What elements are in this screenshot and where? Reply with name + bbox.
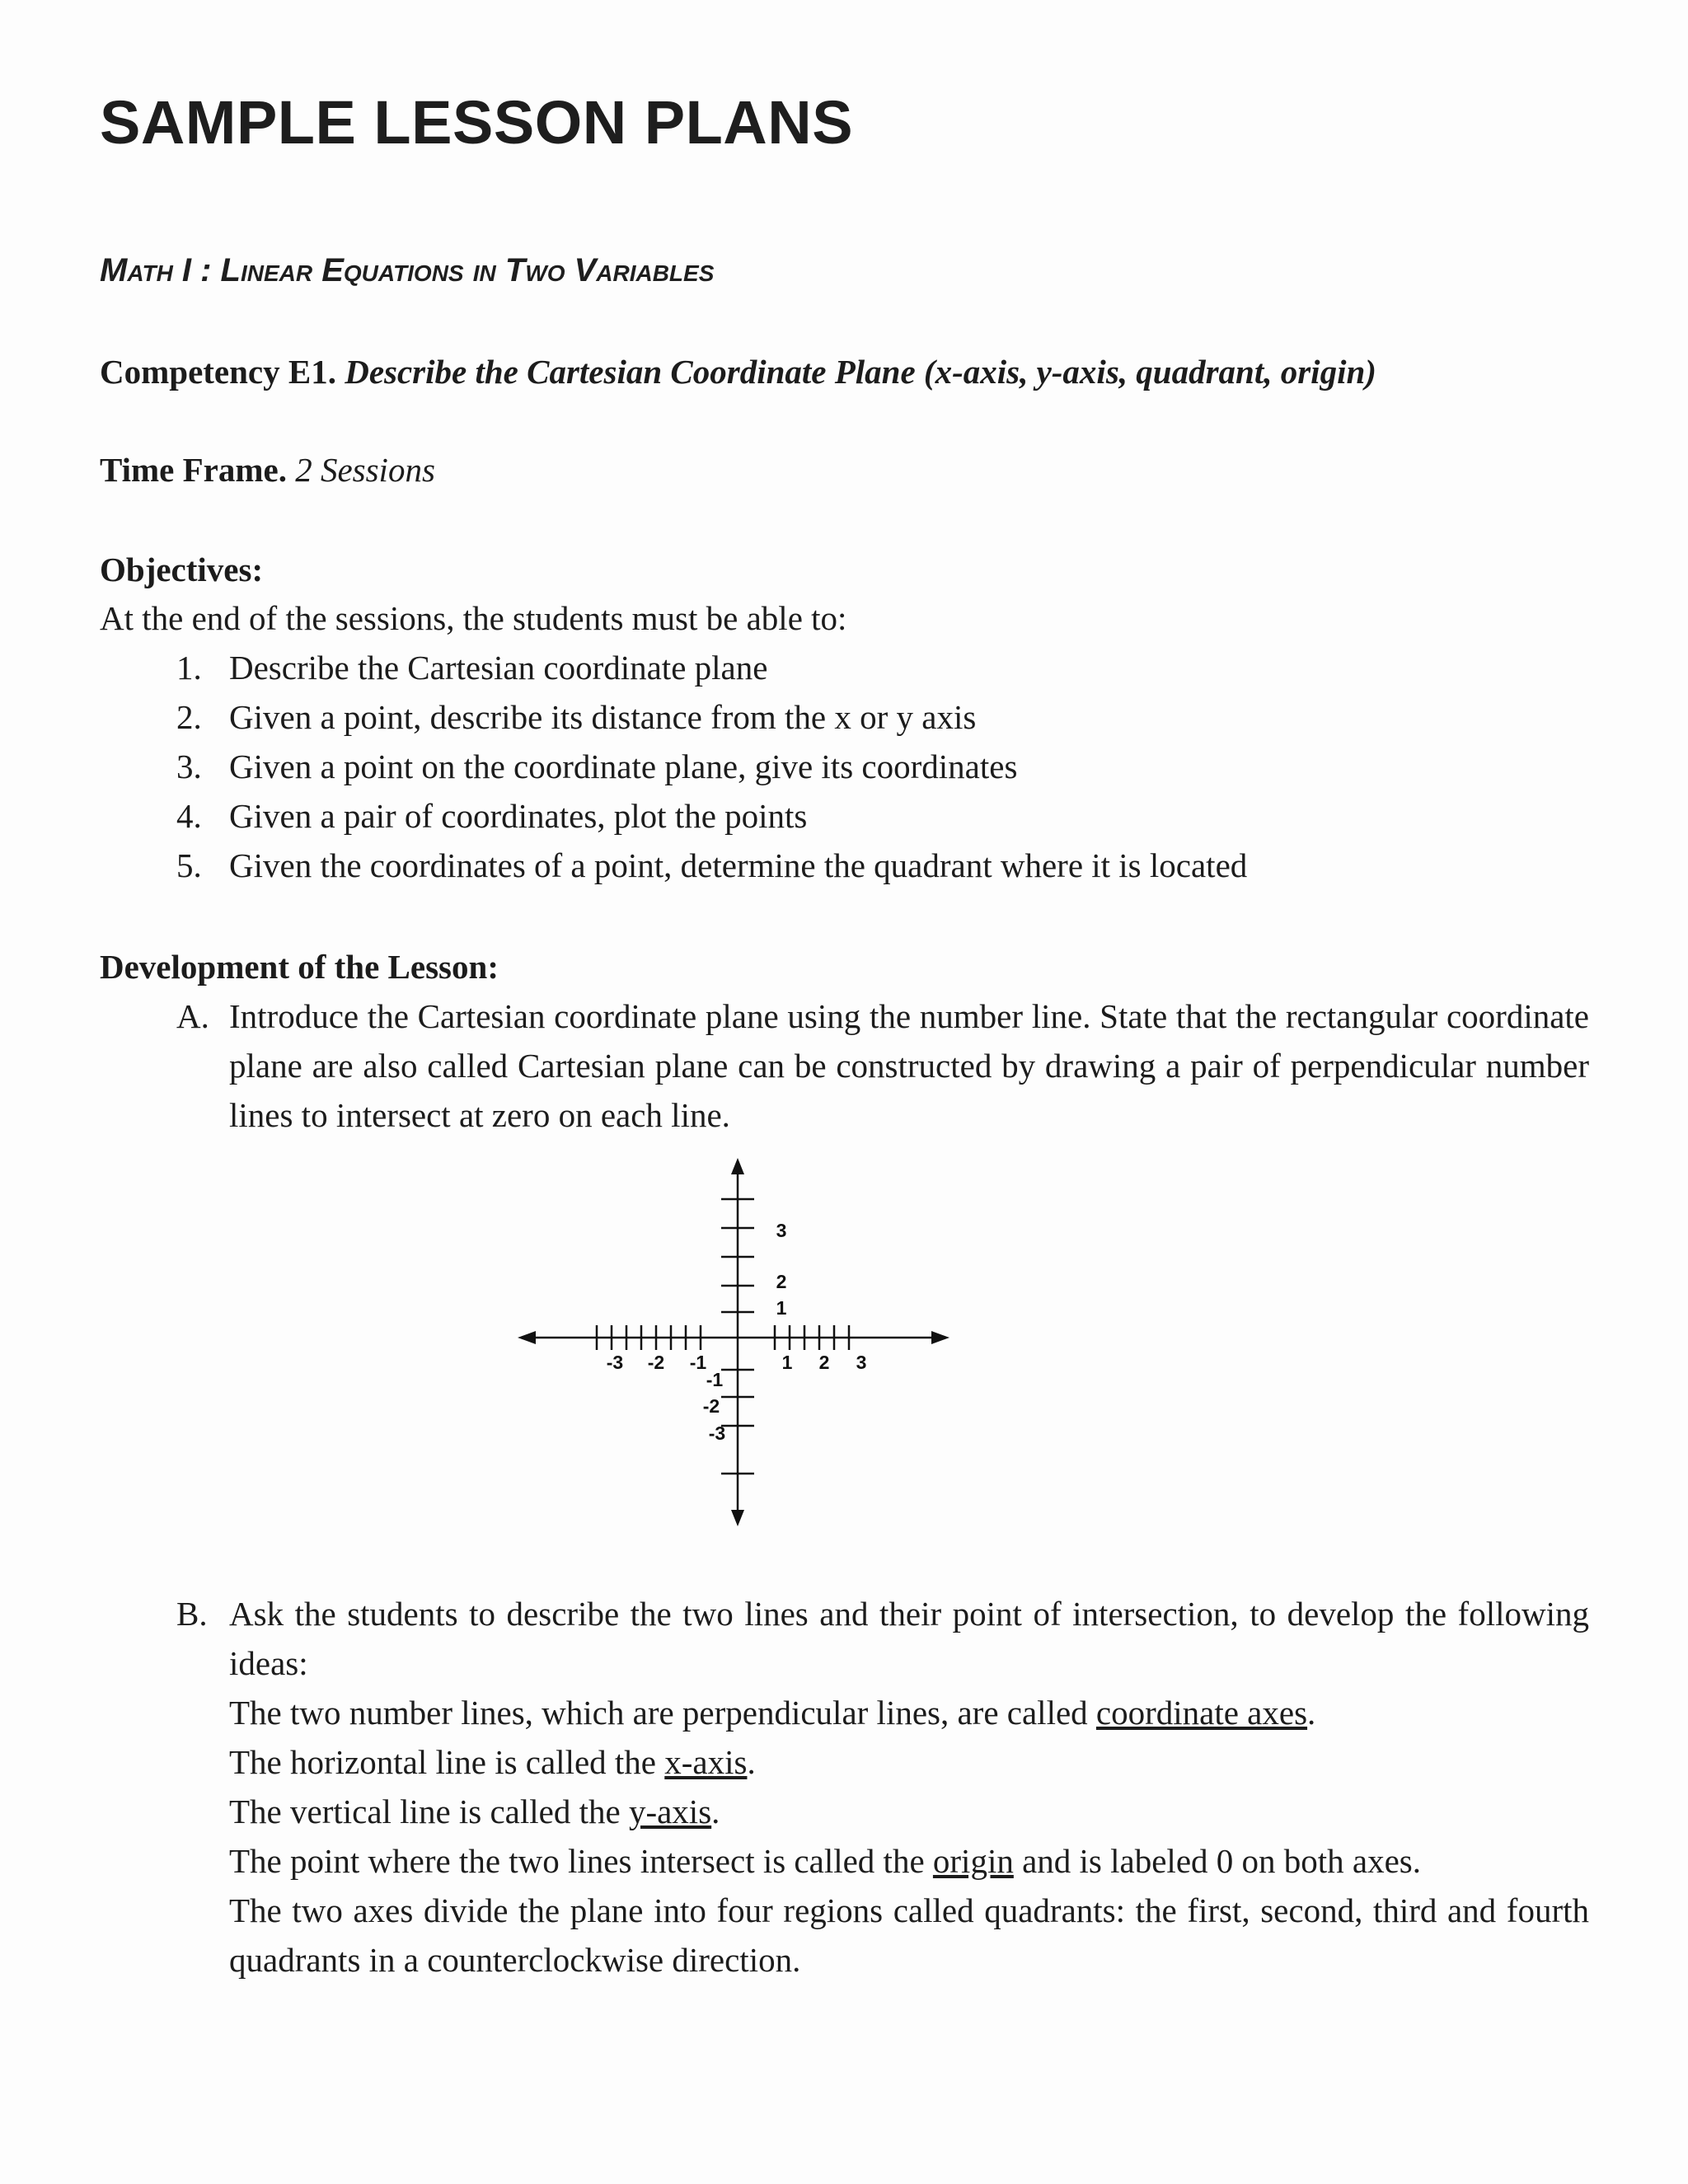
list-item xyxy=(176,643,1247,692)
development-heading: Development of the Lesson: xyxy=(100,948,499,986)
list-number: 5. xyxy=(176,846,202,884)
competency-label: Competency E1. xyxy=(100,353,336,391)
y-tick-label: 2 xyxy=(776,1271,787,1292)
item-letter: A. xyxy=(176,997,209,1035)
list-text: Describe the Cartesian coordinate plane xyxy=(229,649,768,687)
list-number: 1. xyxy=(176,649,202,687)
list-text: Given a point, describe its distance from the x or y axis xyxy=(229,698,977,736)
time-frame-text: 2 Sessions xyxy=(295,451,435,489)
x-tick-label: 1 xyxy=(781,1352,793,1373)
x-axis-left-arrow-icon xyxy=(518,1331,536,1344)
item-b-line: The two number lines, which are perpendicular lines, are called coordinate axes. xyxy=(229,1694,1316,1732)
list-number: 3. xyxy=(176,748,202,785)
term-x-axis: x-axis xyxy=(664,1743,748,1781)
time-frame-line xyxy=(100,445,435,494)
x-tick-label: -3 xyxy=(606,1352,624,1373)
x-axis-right-arrow-icon xyxy=(931,1331,950,1344)
list-item xyxy=(176,841,1247,890)
item-b-intro: Ask the students to describe the two lines and their point of intersection, to develop the following ideas: xyxy=(229,1595,1589,1682)
list-number: 2. xyxy=(176,698,202,736)
y-tick-label: 1 xyxy=(776,1297,787,1319)
list-item xyxy=(176,692,1247,742)
item-b-line: The vertical line is called the y-axis. xyxy=(229,1793,720,1830)
cartesian-plane-figure xyxy=(511,1154,973,1549)
term-coordinate-axes: coordinate axes xyxy=(1095,1694,1308,1732)
objectives-list xyxy=(176,643,1247,890)
x-tick-label: 3 xyxy=(856,1352,867,1373)
item-letter: B. xyxy=(176,1595,208,1633)
axes xyxy=(528,1166,940,1516)
item-b-line: The two axes divide the plane into four regions called quadrants: the first, second, third and fourth quadrants in a counterclockwise direction. xyxy=(229,1891,1589,1979)
x-tick-label: -2 xyxy=(647,1352,665,1373)
y-tick-label: -3 xyxy=(708,1422,726,1444)
list-text: Given the coordinates of a point, determine the quadrant where it is located xyxy=(229,846,1248,884)
document-title: SAMPLE LESSON PLANS xyxy=(100,88,854,157)
competency-text: Describe the Cartesian Coordinate Plane (x-axis, y-axis, quadrant, origin) xyxy=(345,353,1376,391)
y-axis-down-arrow-icon xyxy=(731,1510,744,1526)
item-b-line: The point where the two lines intersect is called the origin and is labeled 0 on both axes. xyxy=(229,1842,1422,1880)
development-item-a xyxy=(176,991,1589,1140)
objectives-intro: At the end of the sessions, the students must be able to: xyxy=(100,599,847,637)
x-tick-label: -1 xyxy=(689,1352,707,1373)
list-number: 4. xyxy=(176,797,202,835)
list-item xyxy=(176,742,1247,791)
x-tick-label: 2 xyxy=(818,1352,830,1373)
list-text: Given a point on the coordinate plane, give its coordinates xyxy=(229,748,1018,785)
y-tick-label: -2 xyxy=(702,1395,720,1417)
y-axis-up-arrow-icon xyxy=(731,1158,744,1174)
time-frame-label: Time Frame. xyxy=(100,451,287,489)
term-y-axis: y-axis xyxy=(628,1793,712,1830)
y-tick-label: -1 xyxy=(706,1369,724,1390)
item-b-line: The horizontal line is called the x-axis. xyxy=(229,1743,756,1781)
item-a-text: Introduce the Cartesian coordinate plane using the number line. State that the rectangular coordinate plane are also called Cartesian plane can be constructed by drawing a pair of perpendicular number lines to intersect at zero on each line. xyxy=(229,997,1589,1134)
competency-line xyxy=(100,347,1376,396)
objectives-heading: Objectives: xyxy=(100,551,264,588)
development-item-b xyxy=(176,1589,1589,1985)
list-text: Given a pair of coordinates, plot the points xyxy=(229,797,808,835)
y-tick-label: 3 xyxy=(776,1220,787,1241)
list-item xyxy=(176,791,1247,841)
term-origin: origin xyxy=(932,1842,1014,1880)
section-heading: Math I : Linear Equations in Two Variables xyxy=(100,252,715,288)
